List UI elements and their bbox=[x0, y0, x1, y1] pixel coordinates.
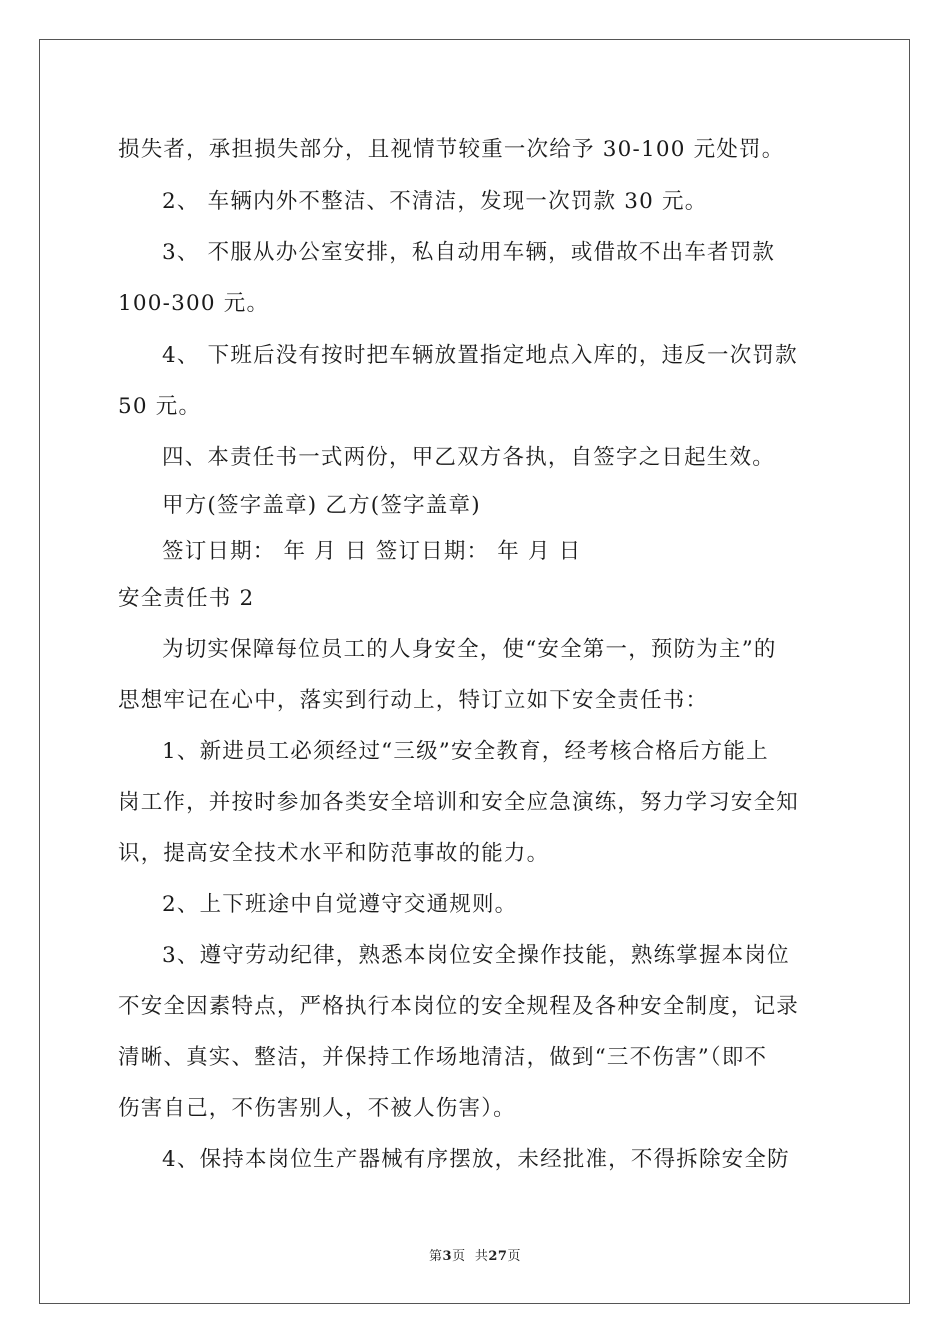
total-page-number: 27 bbox=[488, 1249, 508, 1264]
text-line: 四、本责任书一式两份，甲乙双方各执，自签字之日起生效。 bbox=[162, 445, 775, 470]
current-page-number: 3 bbox=[442, 1249, 453, 1264]
text-line: 识，提高安全技术水平和防范事故的能力。 bbox=[118, 841, 550, 866]
text-line: 不安全因素特点，严格执行本岗位的安全规程及各种安全制度，记录 bbox=[118, 994, 800, 1019]
footer-suffix: 页 bbox=[507, 1249, 521, 1264]
section-title: 安全责任书 2 bbox=[118, 586, 255, 611]
text-line: 损失者，承担损失部分，且视情节较重一次给予 30-100 元处罚。 bbox=[118, 137, 785, 162]
footer-prefix: 第 bbox=[429, 1249, 443, 1264]
page-footer bbox=[0, 1245, 950, 1264]
text-line: 100-300 元。 bbox=[118, 291, 270, 316]
text-line: 1、新进员工必须经过“三级”安全教育，经考核合格后方能上 bbox=[162, 739, 769, 764]
text-line: 4、保持本岗位生产器械有序摆放，未经批准，不得拆除安全防 bbox=[162, 1147, 790, 1172]
text-line: 思想牢记在心中，落实到行动上，特订立如下安全责任书： bbox=[118, 688, 709, 713]
text-line: 岗工作，并按时参加各类安全培训和安全应急演练，努力学习安全知 bbox=[118, 790, 800, 815]
text-line: 4、 下班后没有按时把车辆放置指定地点入库的，违反一次罚款 bbox=[162, 343, 798, 368]
text-line: 2、 车辆内外不整洁、不清洁，发现一次罚款 30 元。 bbox=[162, 189, 708, 214]
text-line: 甲方(签字盖章) 乙方(签字盖章) bbox=[162, 493, 481, 518]
text-line: 清晰、真实、整洁，并保持工作场地清洁，做到“三不伤害”（即不 bbox=[118, 1045, 768, 1070]
text-line: 2、上下班途中自觉遵守交通规则。 bbox=[162, 892, 518, 917]
text-line: 3、遵守劳动纪律，熟悉本岗位安全操作技能，熟练掌握本岗位 bbox=[162, 943, 790, 968]
text-line: 伤害自己，不伤害别人，不被人伤害）。 bbox=[118, 1096, 516, 1121]
text-line: 50 元。 bbox=[118, 394, 202, 419]
text-line: 3、 不服从办公室安排，私自动用车辆，或借故不出车者罚款 bbox=[162, 240, 776, 265]
footer-mid: 页 共 bbox=[452, 1249, 489, 1264]
text-line: 为切实保障每位员工的人身安全，使“安全第一，预防为主”的 bbox=[162, 637, 777, 662]
text-line: 签订日期： 年 月 日 签订日期： 年 月 日 bbox=[162, 539, 582, 564]
